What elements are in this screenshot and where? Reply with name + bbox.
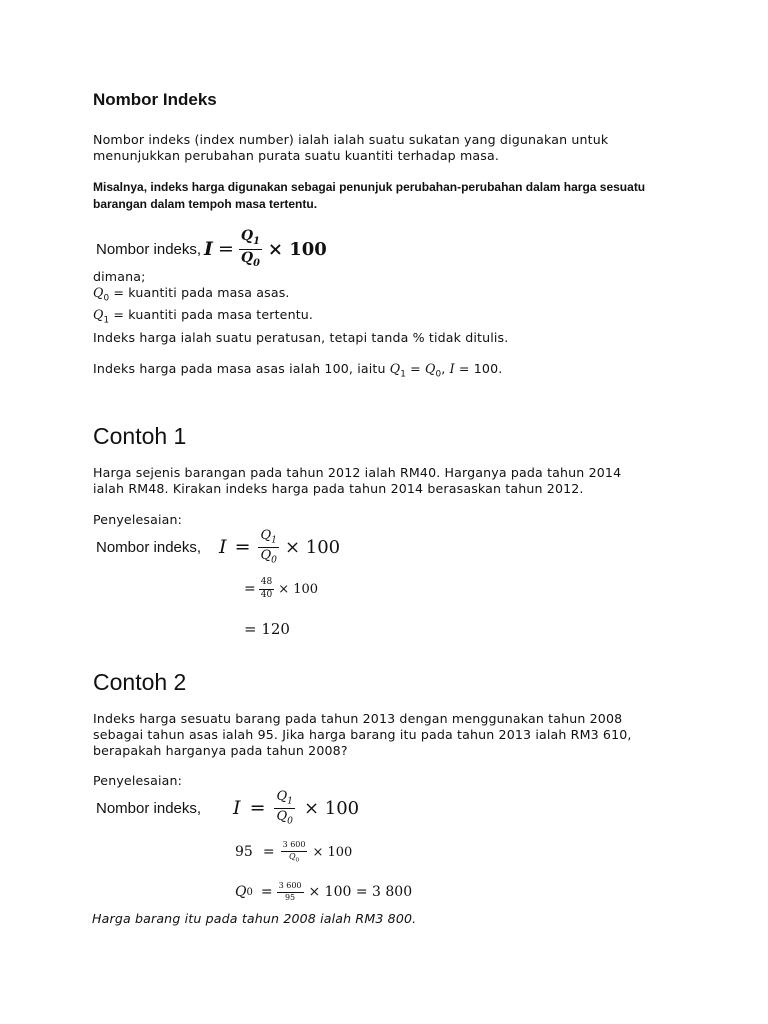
- contoh2-numerator: Q: [276, 788, 288, 804]
- contoh2-step2-denominator: 95: [284, 892, 296, 902]
- contoh1-times: × 100: [284, 536, 341, 558]
- formula-denominator: Q: [240, 249, 254, 266]
- contoh2-step2-fraction: [277, 882, 304, 903]
- contoh2-formula: [96, 787, 359, 829]
- intro-line: Nombor indeks (index number) ialah ialah suatu sukatan yang digunakan untuk: [93, 132, 609, 147]
- contoh2-denominator-sub: 0: [287, 816, 293, 827]
- contoh2-question-line: berapakah harganya pada tahun 2008?: [93, 743, 348, 758]
- contoh2-step1-den-q: Q: [288, 851, 296, 861]
- contoh2-step2-q: Q: [235, 884, 247, 901]
- contoh2-step2-equals: =: [260, 884, 273, 901]
- note-base-year: Indeks harga pada masa asas ialah 100, iaitu $Q_1 = Q_0$, I = 100.: [93, 361, 503, 380]
- definitions: [93, 269, 313, 328]
- contoh2-formula-label: Nombor indeks,: [96, 799, 202, 817]
- page-title: Nombor Indeks: [93, 90, 217, 109]
- contoh2-step1-fraction: [281, 841, 308, 864]
- contoh1-formula: [96, 526, 340, 568]
- contoh2-question: [93, 711, 632, 759]
- contoh1-solution-label: Penyelesaian:: [93, 512, 182, 527]
- contoh2-equals: =: [249, 797, 266, 819]
- contoh2-heading: Contoh 2: [93, 669, 187, 695]
- contoh2-step1-numerator: 3 600: [281, 841, 308, 852]
- contoh1-numerator: Q: [260, 527, 272, 543]
- contoh1-step1-denominator: 40: [260, 589, 273, 600]
- contoh2-step2-numerator: 3 600: [277, 882, 304, 893]
- definition-q0-text: = kuantiti pada masa asas.: [113, 285, 290, 300]
- intro-paragraph: [93, 132, 608, 164]
- example-line: barangan dalam tempoh masa tertentu.: [93, 197, 318, 211]
- contoh1-step1: [244, 578, 318, 601]
- contoh1-step1-times: × 100: [278, 581, 319, 597]
- contoh1-numerator-sub: 1: [271, 535, 277, 546]
- intro-line: menunjukkan perubahan purata suatu kuantiti terhadap masa.: [93, 148, 499, 163]
- contoh1-step1-equals: =: [244, 581, 256, 598]
- contoh1-step1-numerator: 48: [259, 578, 274, 590]
- formula-denominator-sub: 0: [253, 257, 260, 269]
- contoh2-step2-rhs: × 100 = 3 800: [308, 884, 413, 901]
- formula-fraction: [239, 229, 262, 269]
- contoh1-question-line: ialah RM48. Kirakan indeks harga pada tahun 2014 berasaskan tahun 2012.: [93, 481, 584, 496]
- contoh1-question: [93, 465, 621, 497]
- contoh2-solution-label: Penyelesaian:: [93, 773, 182, 788]
- contoh2-step1-lhs: 95: [235, 844, 253, 861]
- contoh1-symbol-i: I: [219, 536, 227, 558]
- contoh2-step1-times: × 100: [312, 844, 353, 860]
- note-base-year-prefix: Indeks harga pada masa asas ialah 100, iaitu: [93, 361, 386, 376]
- contoh2-question-line: Indeks harga sesuatu barang pada tahun 2013 dengan menggunakan tahun 2008: [93, 711, 623, 726]
- definition-q1-text: = kuantiti pada masa tertentu.: [113, 306, 314, 322]
- main-formula: [96, 228, 327, 270]
- contoh1-denominator: Q: [260, 547, 272, 563]
- contoh1-equals: =: [234, 536, 251, 558]
- contoh1-heading: Contoh 1: [93, 423, 187, 449]
- contoh1-question-line: Harga sejenis barangan pada tahun 2012 ialah RM40. Harganya pada tahun 2014: [93, 465, 622, 480]
- contoh1-fraction: [258, 529, 278, 565]
- example-paragraph: [93, 179, 645, 213]
- contoh2-step1: [235, 841, 352, 864]
- contoh2-step2: [235, 882, 412, 903]
- formula-equals: =: [217, 238, 234, 260]
- note-base-year-suffix: = 100.: [458, 361, 503, 376]
- contoh2-step2-q-sub: 0: [246, 886, 253, 898]
- example-line: Misalnya, indeks harga digunakan sebagai penunjuk perubahan-perubahan dalam harga sesuatu: [93, 180, 646, 194]
- contoh2-numerator-sub: 1: [287, 796, 293, 807]
- formula-symbol-i: I: [204, 238, 213, 260]
- contoh2-times: × 100: [303, 797, 360, 819]
- definition-q0: $Q_0$ = kuantiti pada masa asas.: [93, 285, 290, 304]
- contoh1-formula-label: Nombor indeks,: [96, 538, 202, 556]
- formula-label: Nombor indeks,: [96, 240, 202, 258]
- contoh2-fraction: [274, 790, 294, 826]
- contoh1-step2: = 120: [244, 620, 290, 638]
- formula-numerator-sub: 1: [253, 235, 260, 247]
- contoh1-denominator-sub: 0: [271, 555, 277, 566]
- where-label: dimana;: [93, 269, 146, 284]
- contoh2-step1-den-sub: 0: [295, 857, 300, 864]
- contoh2-denominator: Q: [276, 808, 288, 824]
- formula-times: × 100: [267, 238, 327, 260]
- definition-q1: $Q_1$ = kuantiti pada masa tertentu.: [93, 306, 314, 326]
- contoh2-conclusion: Harga barang itu pada tahun 2008 ialah RM3 800.: [92, 911, 417, 926]
- contoh2-step1-denominator: [287, 852, 301, 864]
- contoh2-symbol-i: I: [233, 797, 241, 819]
- contoh2-question-line: sebagai tahun asas ialah 95. Jika harga barang itu pada tahun 2013 ialah RM3 610,: [93, 727, 632, 742]
- note-percentage: Indeks harga ialah suatu peratusan, tetapi tanda % tidak ditulis.: [93, 330, 509, 345]
- contoh1-step1-fraction: [259, 578, 274, 601]
- formula-numerator: Q: [240, 227, 254, 244]
- contoh2-step1-equals: =: [262, 844, 275, 861]
